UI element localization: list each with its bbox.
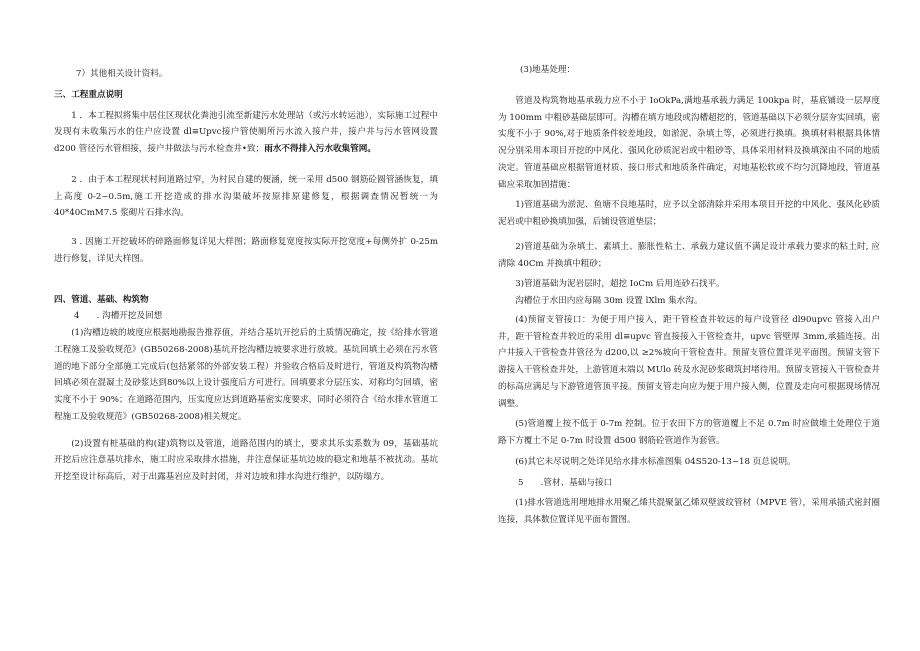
right-column xyxy=(498,0,880,529)
other-notes-paragraph: (6)其它未尽说明之处详见给水排水标准图集 04S520-13~18 页总说明。 xyxy=(515,456,796,467)
pipe-material-paragraph: (1)排水管道选用埋地排水用聚乙烯共混聚氯乙烯双壁波纹管材（MPVE 管），采用承插式密封圈连接，具体数位置详见平面布置图。 xyxy=(498,498,880,525)
foundation-item-1: 1)管道基础为淤泥、鱼塘不良地基时，应予以全部清除并采用本项目开挖的中风化、强风化砂质泥岩或中粗砂换填加强，后铺设管道垫层； xyxy=(498,200,880,227)
subsection-4-heading: 4 . 沟槽开挖及回想 xyxy=(74,311,163,322)
water-trench-note: 沟槽位于水田内应每隔 30m 设置 lXlm 集水沟。 xyxy=(515,296,703,306)
paragraph-1-emphasis: 雨水不得排入污水收集管网。 xyxy=(264,144,376,154)
foundation-paragraph: 管道及构筑物地基承载力应不小于 IoOkPa,满地基承载力满足 100kpa 时，基底铺设一层厚度为 100mm 中粗砂基础层即可。沟槽在填方地段或沟槽超挖的，管道基础以下必须分层夯实回填，密实度不小于 90%,对于地质条件较差地段，如淤泥、杂填土等，必须进行换填。换填材料根据具体情况分别采用本项目开挖的中风化、强风化砂质泥岩或中粗砂等，具体采用材料及换填深由不同的地质决定。管道基础应根据管道材质、接口形式和地质条件确定，对地基松软或不均匀沉降地段，管道基础应采取加固措施： xyxy=(498,95,880,190)
branch-interface-paragraph: (4)预留支管接口：为便于用户接入，距干管检查井较远的每户设管径 dl90upvc 管接入出户井，距干管检查井较近的采用 dl≡upvc 管直接接入干管检查井，upvc 管壁厚 3mm,承插连接。出户井接入干管检查井管径为 d200,以 ≥2%坡向干管检查井。预留支管位置详见平面图。预留支管下游接入干管检查井处，上游管道末端以 MUlo 砖及水泥砂浆砌筑封堵待用。预留支管接入干管检查井的标高应满足与下游管道管顶平接。预留支管走向应为便于用户接入侧，位置及走向可根据现场情况调整。 xyxy=(498,314,880,409)
paragraph-4-1: (1)沟槽边坡的坡度应根据地勘报告推荐值，并结合基坑开挖后的土质情况确定，按《给排水管道工程施工及验收规范》(GB50268-2008)基坑开挖沟槽边坡要求进行放坡。基坑回填土必须在污水管道的地下部分全部施工完成后(包括紧邻的外部安装工程）并验收合格后及时进行，管道及构筑物沟槽回填必须在混凝土及砂浆达到80%以上设计强度后方可进行。回填要求分层压实、对称均匀回填，密实度不小于 90%；在道路范围内，压实度应达到道路基密实度要求，同时必须符合《给水排水管道工程施工及验收规范》(GB50268-2008)相关规定。 xyxy=(54,328,438,422)
foundation-item-3: 3)管道基础为泥岩层时，超挖 IoCm 后用连砂石找平。 xyxy=(515,279,725,290)
paragraph-1-text: 1 ．本工程拟将集中居住区现状化粪池引流至新建污水处理站（或污水转运池），实际施工过程中发现有未收集污水的住户应设置 dl≡Upvc接户管使厕所污水流入接户井，接户井与污水管网设置 d200 管径污水管相接，接户井做法与污水检查井•致； xyxy=(54,110,438,154)
section-4-heading: 四、管道、基础、构筑物 xyxy=(54,294,149,305)
foundation-heading: (3)地基处理： xyxy=(520,65,576,75)
paragraph-1 xyxy=(54,108,438,158)
subsection-5-heading: 5 .管材、基础与接口 xyxy=(518,477,613,488)
cover-soil-paragraph: (5)管道覆上按不低于 0-7m 控制。位于农田下方的管道覆上不足 0.7m 时应做堆土处理位于道路下方覆土不足 0-7m 时设置 d500 钢筋砼管道作为套管。 xyxy=(498,419,880,446)
left-column xyxy=(54,0,438,486)
paragraph-3: 3 . 因施工开挖破坏的碎路面修复详见大样图；路面修复宽度按实际开挖宽度+每侧外扩 0-25m 进行修复，详见大样图。 xyxy=(54,237,438,264)
foundation-item-2: 2)管道基础为杂填土、素填土、膨胀性粘土、承载力建议值不满足设计承载力要求的粘土时, 应清除 40Cm 并换填中粗砂； xyxy=(498,241,880,269)
paragraph-4-2: (2)设置有桩基础的构(建)筑物以及管道，道路范围内的填土，要求其乐实系数为 09，基础基坑开挖后应注意基坑排水，施工时应采取排水措施，并注意保证基坑边坡的稳定和地基不被扰动。基坑开挖至设计标高后，对于出露基岩应及时封闭，并对边坡和排水沟进行维护，以防塌方。 xyxy=(54,438,438,482)
section-3-heading: 三、工程重点说明 xyxy=(54,89,123,100)
paragraph-2: 2 ．由于本工程现状村间道路过窄，为村民自建的便涵，统一采用 d500 钢筋砼圆管涵恢复，填上高度 0-2~0.5m,施工开挖造成的排水沟渠破坏按原排原建修复，根据调查情况暂统一为 40*40CmM7.5 浆砌片石排水沟。 xyxy=(54,174,438,219)
item-7: 7）其他相关设计资料。 xyxy=(76,69,168,79)
